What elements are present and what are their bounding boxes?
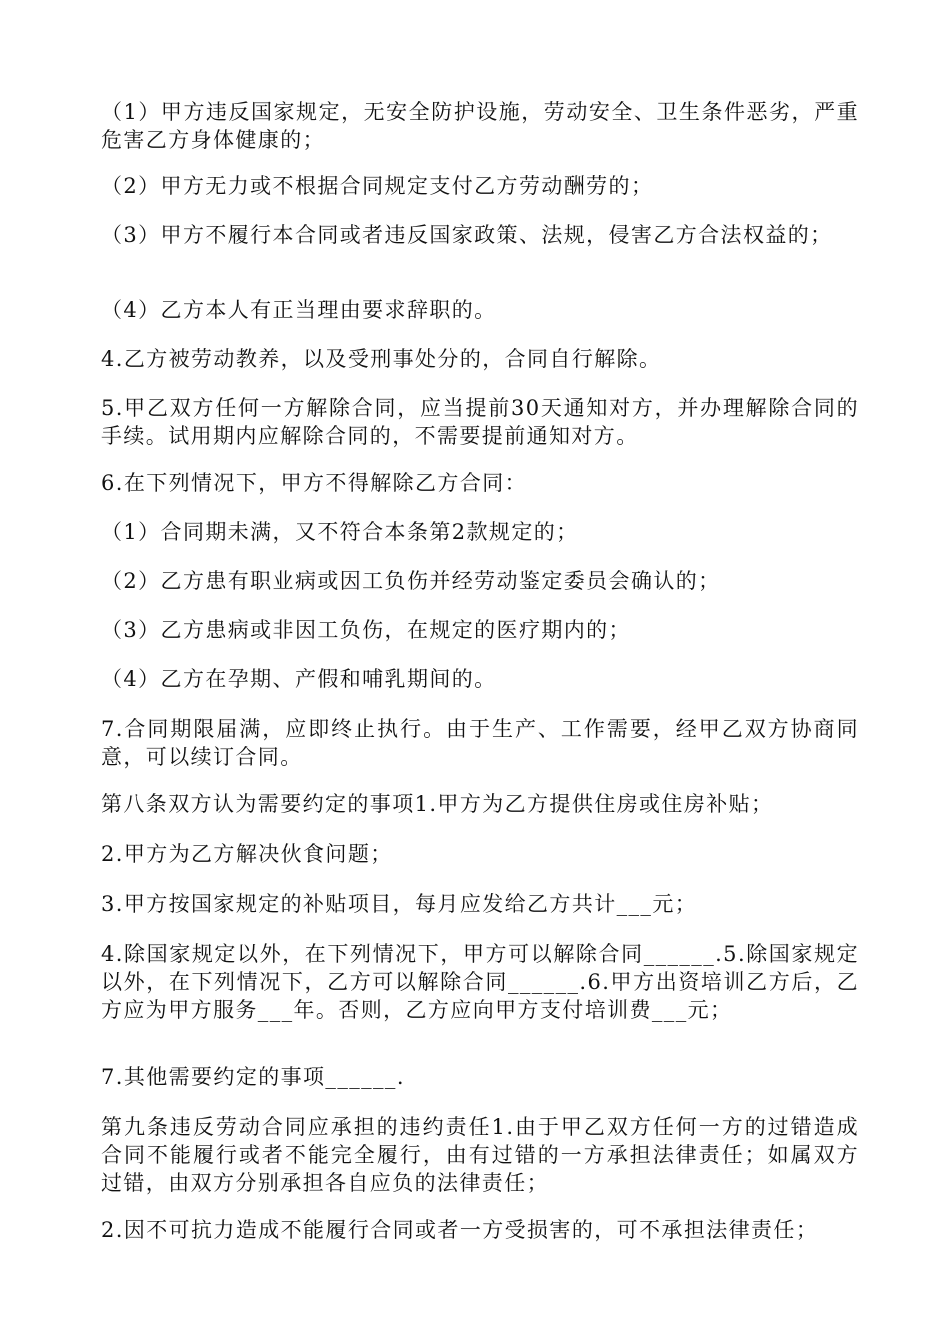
paragraph-16: 4.除国家规定以外，在下列情况下，甲方可以解除合同______.5.除国家规定以外，在下列情况下，乙方可以解除合同______.6.甲方出资培训乙方后，乙方应为甲方服务___年。否则，乙方应向甲方支付培训费___元； [101, 942, 859, 1022]
paragraph-11: （4）乙方在孕期、产假和哺乳期间的。 [101, 667, 497, 691]
paragraph-2: （2）甲方无力或不根据合同规定支付乙方劳动酬劳的； [101, 174, 654, 198]
paragraph-17: 7.其他需要约定的事项______. [101, 1065, 405, 1089]
paragraph-3: （3）甲方不履行本合同或者违反国家政策、法规，侵害乙方合法权益的； [101, 223, 833, 247]
paragraph-18: 第九条违反劳动合同应承担的违约责任1.由于甲乙双方任何一方的过错造成合同不能履行或者不能完全履行，由有过错的一方承担法律责任；如属双方过错，由双方分别承担各自应负的法律责任； [101, 1115, 859, 1195]
paragraph-14: 2.甲方为乙方解决伙食问题； [101, 842, 393, 866]
paragraph-15: 3.甲方按国家规定的补贴项目，每月应发给乙方共计___元； [101, 892, 698, 916]
paragraph-13: 第八条双方认为需要约定的事项1.甲方为乙方提供住房或住房补贴； [101, 792, 774, 816]
paragraph-6: 5.甲乙双方任何一方解除合同，应当提前30天通知对方，并办理解除合同的手续。试用期内应解除合同的，不需要提前通知对方。 [101, 396, 859, 448]
paragraph-5: 4.乙方被劳动教养，以及受刑事处分的，合同自行解除。 [101, 347, 662, 371]
paragraph-7: 6.在下列情况下，甲方不得解除乙方合同： [101, 471, 528, 495]
paragraph-10: （3）乙方患病或非因工负伤，在规定的医疗期内的； [101, 618, 631, 642]
paragraph-8: （1）合同期未满，又不符合本条第2款规定的； [101, 520, 579, 544]
paragraph-1: （1）甲方违反国家规定，无安全防护设施，劳动安全、卫生条件恶劣，严重危害乙方身体健康的； [101, 100, 859, 152]
paragraph-12: 7.合同期限届满，应即终止执行。由于生产、工作需要，经甲乙双方协商同意，可以续订合同。 [101, 717, 859, 769]
paragraph-19: 2.因不可抗力造成不能履行合同或者一方受损害的，可不承担法律责任； [101, 1218, 819, 1242]
paragraph-4: （4）乙方本人有正当理由要求辞职的。 [101, 298, 497, 322]
paragraph-9: （2）乙方患有职业病或因工负伤并经劳动鉴定委员会确认的； [101, 569, 721, 593]
